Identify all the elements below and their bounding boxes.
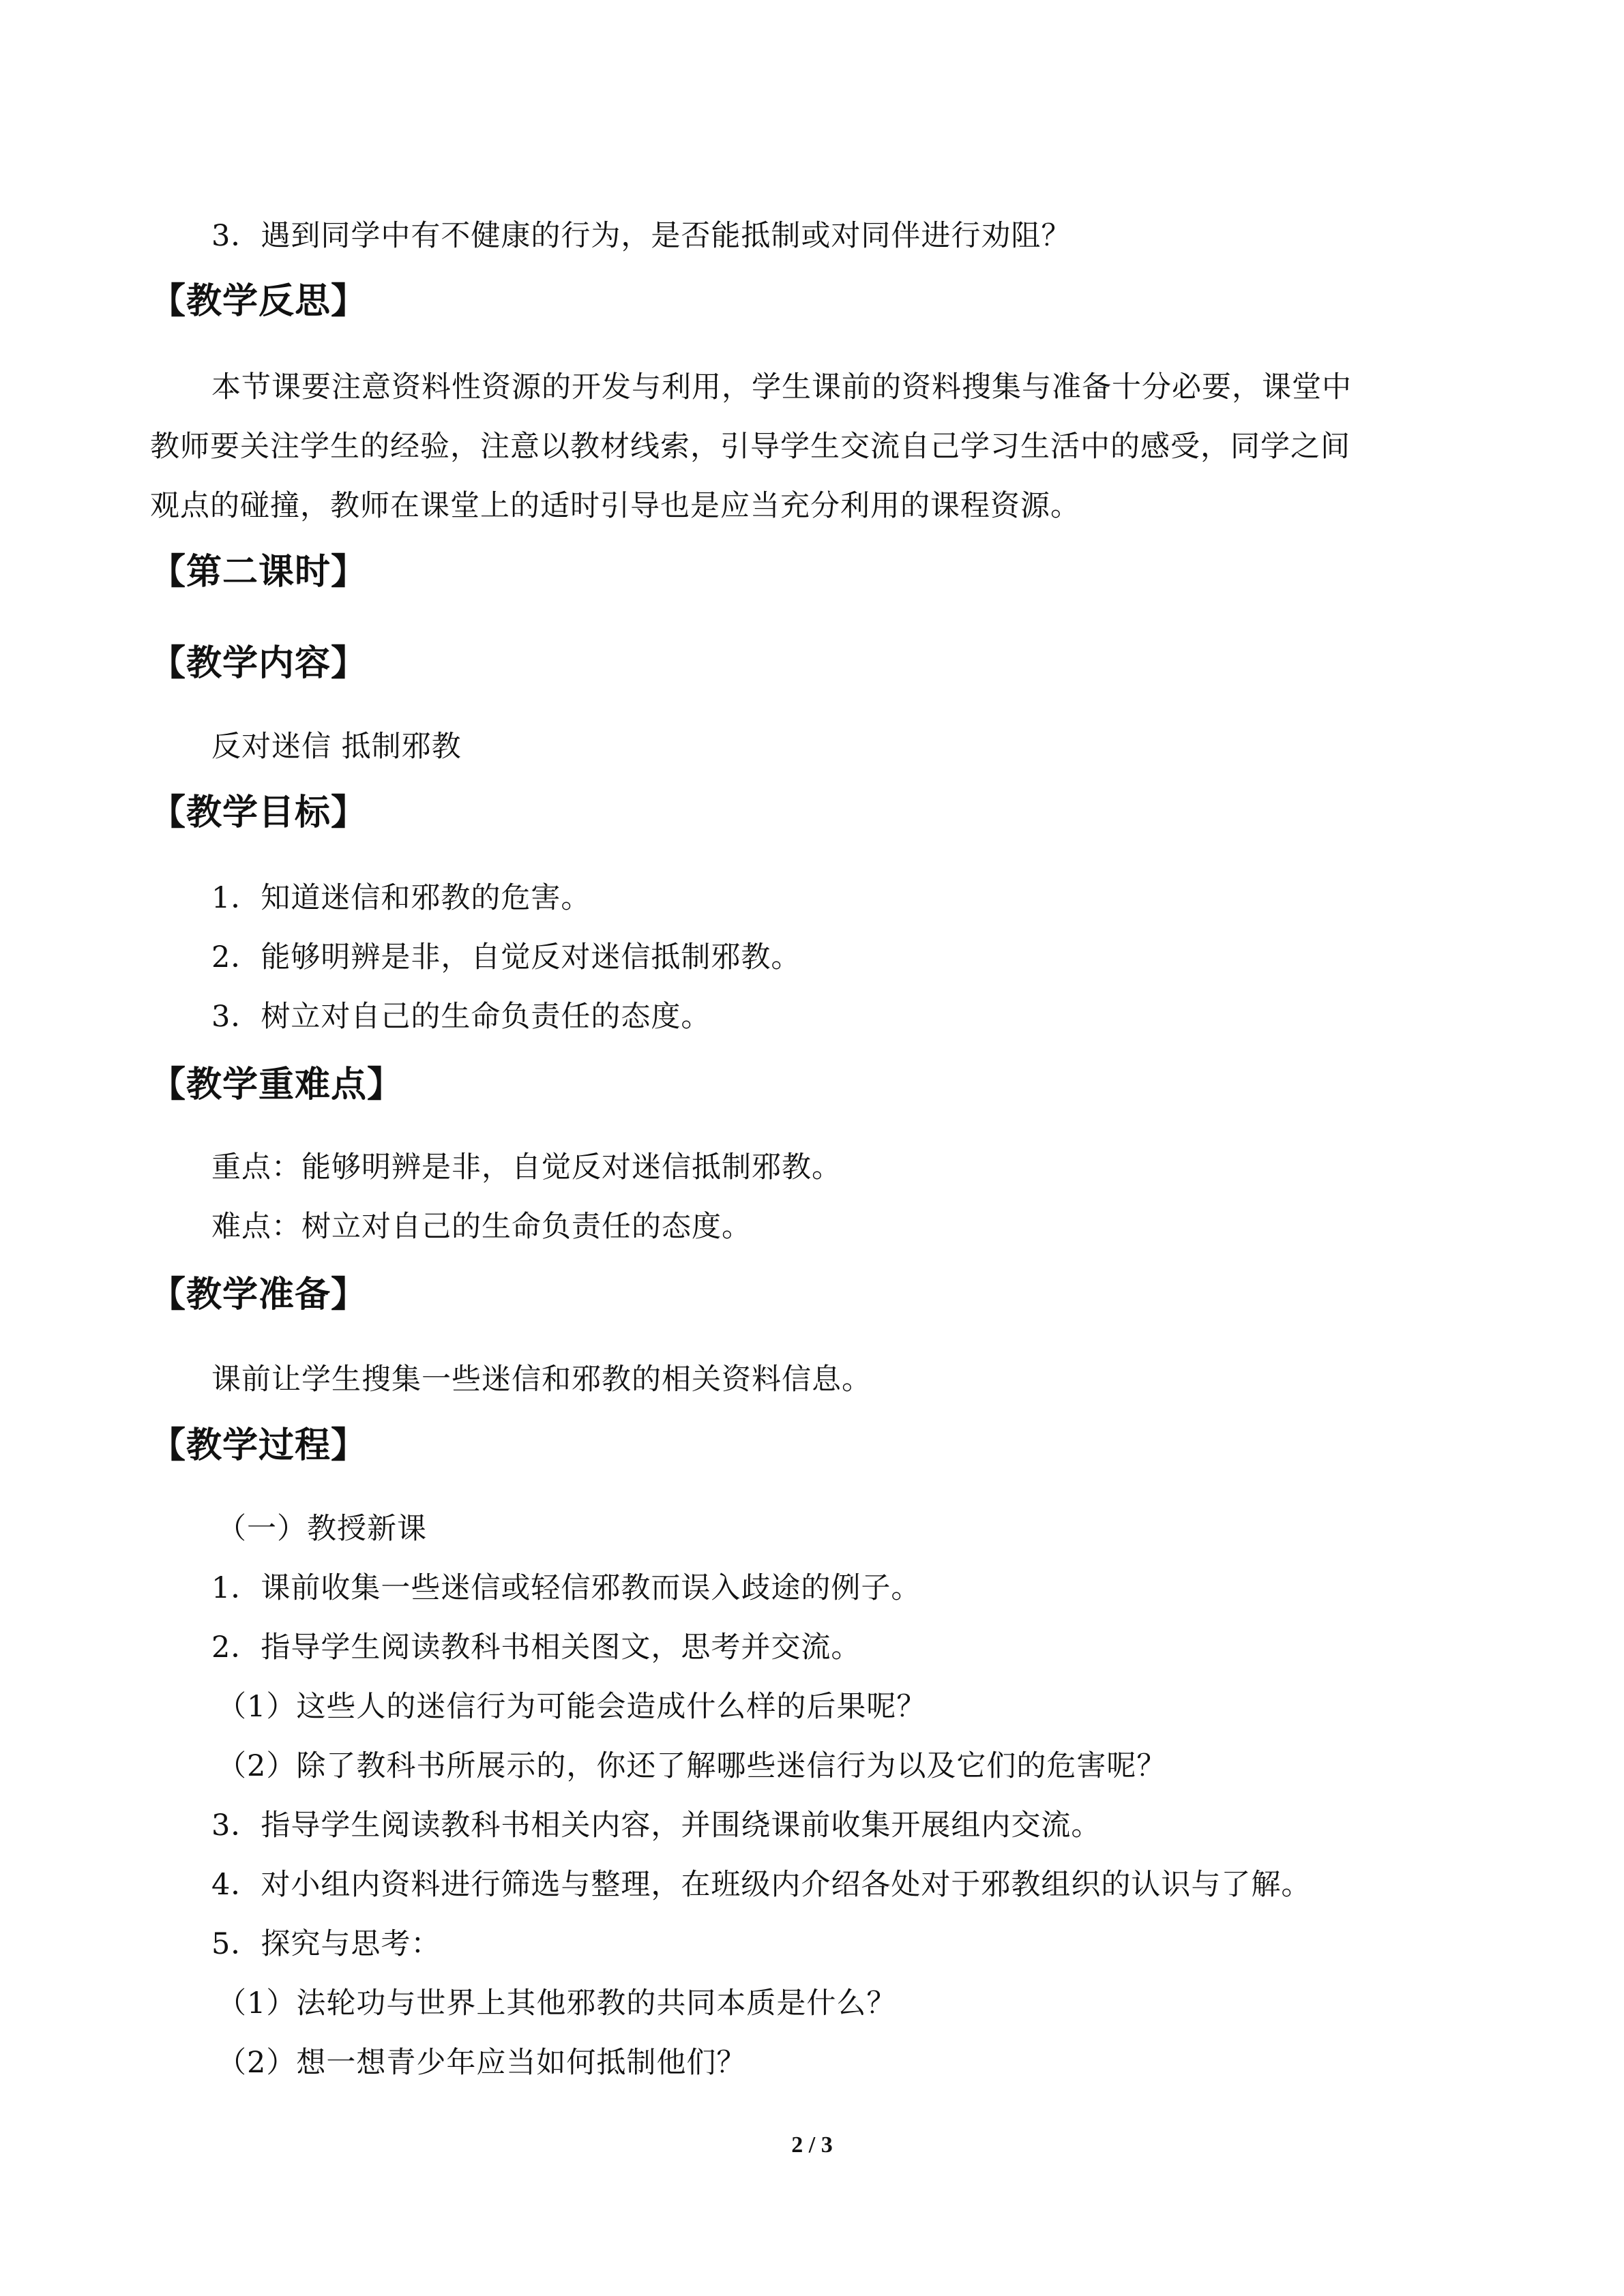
paragraph-item: 3．遇到同学中有不健康的行为，是否能抵制或对同伴进行劝阻？ <box>211 219 1072 253</box>
paragraph-line: 观点的碰撞，教师在课堂上的适时引导也是应当充分利用的课程资源。 <box>150 489 1080 523</box>
list-item: （一）教授新课 <box>217 1512 427 1546</box>
list-item: 4．对小组内资料进行筛选与整理，在班级内介绍各处对于邪教组织的认识与了解。 <box>211 1868 1312 1902</box>
section-heading-process: 【教学过程】 <box>150 1425 368 1466</box>
list-item: 2．能够明辨是非，自觉反对迷信抵制邪教。 <box>211 940 801 974</box>
page-number: 2 / 3 <box>791 2132 833 2158</box>
paragraph-line: 反对迷信 抵制邪教 <box>211 730 462 764</box>
list-item: 1．课前收集一些迷信或轻信邪教而误入歧途的例子。 <box>211 1571 921 1605</box>
section-heading-reflection: 【教学反思】 <box>150 281 368 322</box>
section-heading-preparation: 【教学准备】 <box>150 1274 368 1315</box>
list-item: （1）法轮功与世界上其他邪教的共同本质是什么？ <box>217 1986 897 2021</box>
paragraph-line: 教师要关注学生的经验，注意以教材线索，引导学生交流自己学习生活中的感受，同学之间 <box>150 430 1350 464</box>
list-item: 5．探究与思考： <box>211 1927 441 1961</box>
section-heading-second-lesson: 【第二课时】 <box>150 552 368 593</box>
list-item: 3．树立对自己的生命负责任的态度。 <box>211 1000 711 1034</box>
list-item: （2）想一想青少年应当如何抵制他们？ <box>217 2046 747 2080</box>
section-heading-goals: 【教学目标】 <box>150 792 368 833</box>
list-item: 难点：树立对自己的生命负责任的态度。 <box>211 1210 752 1244</box>
list-item: 1．知道迷信和邪教的危害。 <box>211 881 591 915</box>
paragraph-line: 课前让学生搜集一些迷信和邪教的相关资料信息。 <box>211 1362 872 1397</box>
list-item: 2．指导学生阅读教科书相关图文，思考并交流。 <box>211 1630 861 1665</box>
section-heading-key-points: 【教学重难点】 <box>150 1064 404 1105</box>
list-item: 重点：能够明辨是非，自觉反对迷信抵制邪教。 <box>211 1150 842 1184</box>
paragraph-line: 本节课要注意资料性资源的开发与利用，学生课前的资料搜集与准备十分必要，课堂中 <box>211 370 1352 404</box>
list-item: （1）这些人的迷信行为可能会造成什么样的后果呢？ <box>217 1690 927 1724</box>
list-item: （2）除了教科书所展示的，你还了解哪些迷信行为以及它们的危害呢？ <box>217 1749 1167 1783</box>
list-item: 3．指导学生阅读教科书相关内容，并围绕课前收集开展组内交流。 <box>211 1808 1102 1843</box>
section-heading-content: 【教学内容】 <box>150 643 368 684</box>
